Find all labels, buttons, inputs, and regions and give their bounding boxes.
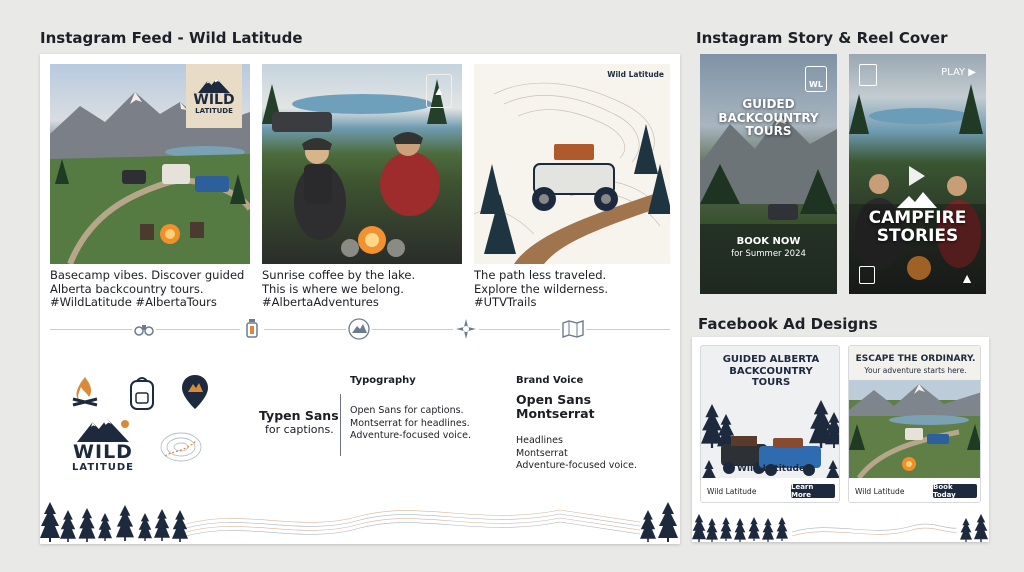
story-card-2-logo-icon [859,64,877,86]
facebook-panel [692,337,989,542]
feed-footer-decoration [40,500,680,544]
ad-2-footer-brand: Wild Latitude [855,487,905,496]
voice-lines: Headlines Montserrat Adventure-focused voice. [516,435,637,471]
campfire-icon [70,374,100,410]
brand-logo [68,416,138,476]
voice-heading: Brand Voice [516,375,584,386]
compass-icon [453,316,479,342]
post-3-image[interactable] [474,64,670,264]
facebook-ad-2[interactable] [848,345,981,503]
voice-fonts: Open Sans Montserrat [516,392,595,421]
story-card-2-corner-icon: ▲ [960,270,974,286]
post-1-logo-line2: LATITUDE [195,107,233,115]
story-section-title: Instagram Story & Reel Cover [696,29,948,47]
logo-mountain-icon [194,77,234,93]
map-icon [560,318,586,340]
lantern-icon [240,316,264,342]
ad-1-brand: Wild Latitude [736,464,806,474]
ad-2-photo [849,380,981,478]
ad-1-illustration [701,390,840,490]
binoculars-icon [132,318,156,340]
story-card-1-badge: WL [805,66,827,92]
typography-lines: Open Sans for captions. Montserrat for headlines. Adventure-focused voice. [350,405,471,441]
play-icon[interactable] [909,166,925,186]
ad-2-headline: ESCAPE THE ORDINARY. [855,354,976,364]
facebook-ad-1[interactable] [700,345,840,503]
story-card-2[interactable] [849,54,986,294]
post-2-caption: Sunrise coffee by the lake. This is where we belong. #AlbertaAdventures [262,268,416,309]
story-card-1-cta-sub: for Summer 2024 [731,249,806,259]
post-2-badge-icon: ▲ [426,74,452,108]
ad-2-sub: Your adventure starts here. [864,366,967,375]
brand-logo-line2: LATITUDE [72,462,134,473]
feed-panel [40,54,680,544]
story-card-2-badge-icon [859,266,875,284]
learn-more-button[interactable]: Learn More [791,484,835,498]
ad-1-headline: GUIDED ALBERTA BACKCOUNTRY TOURS [722,354,820,388]
post-1-caption: Basecamp vibes. Discover guided Alberta backcountry tours. #WildLatitude #AlbertaTours [50,268,245,309]
post-2-image[interactable] [262,64,462,264]
facebook-section-title: Facebook Ad Designs [698,315,878,333]
post-1-logo [186,64,242,128]
story-card-2-mountain-icon [897,192,937,208]
facebook-footer-decoration [692,512,989,542]
brand-logo-line1: WILD [73,441,133,463]
post-3-caption: The path less traveled. Explore the wilderness. #UTVTrails [474,268,609,309]
story-card-1-headline: GUIDED BACKCOUNTRY TOURS [718,97,819,138]
location-pin-icon [178,372,212,412]
book-today-button[interactable]: Book Today [933,484,977,498]
feed-section-title: Instagram Feed - Wild Latitude [40,29,303,47]
post-1-image[interactable] [50,64,250,264]
story-card-2-headline: CAMPFIRE STORIES [868,208,967,246]
story-card-2-play[interactable]: PLAY ▶ [941,67,976,78]
backpack-icon [126,374,158,412]
mountain-badge-icon [346,316,372,342]
post-3-illustration [474,64,670,264]
typography-heading: Typography [350,375,416,386]
ad-1-footer-brand: Wild Latitude [707,487,757,496]
story-card-1[interactable] [700,54,837,294]
font-sub: for captions. [265,423,334,436]
post-1-logo-line1: WILD [193,92,235,108]
typography-separator [340,394,341,456]
story-card-1-cta[interactable]: BOOK NOW [736,236,801,247]
topo-map-icon [158,429,204,465]
brand-logo-mountain-icon [71,416,135,442]
post-3-brand-label: Wild Latitude [607,70,664,79]
font-name: Typen Sans [259,408,339,423]
